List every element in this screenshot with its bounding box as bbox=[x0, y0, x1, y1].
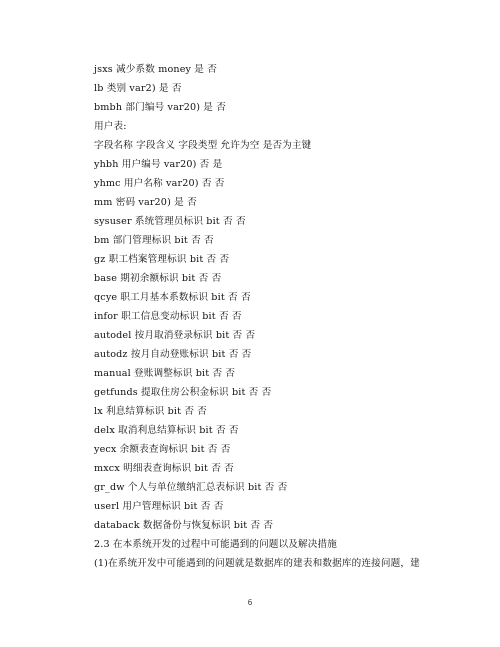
field-row-jsxs: jsxs 减少系数 money 是 否 bbox=[94, 64, 217, 75]
document-body bbox=[94, 60, 444, 573]
field-row-base: base 期初余额标识 bit 否 否 bbox=[94, 273, 222, 284]
field-row-gr-dw: gr_dw 个人与单位缴纳汇总表标识 bit 否 否 bbox=[94, 482, 288, 493]
field-row-userl: userl 用户管理标识 bit 否 否 bbox=[94, 501, 224, 512]
page-number: 6 bbox=[247, 598, 253, 607]
field-row-mxcx: mxcx 明细表查询标识 bit 否 否 bbox=[94, 463, 234, 474]
field-row-yhbh: yhbh 用户编号 var20) 否 是 bbox=[94, 159, 223, 170]
field-row-bm: bm 部门管理标识 bit 否 否 bbox=[94, 235, 214, 246]
field-row-mm: mm 密码 var20) 是 否 bbox=[94, 197, 197, 208]
field-row-yecx: yecx 余额表查询标识 bit 否 否 bbox=[94, 444, 231, 455]
field-table-header: 字段名称 字段含义 字段类型 允许为空 是否为主键 bbox=[94, 140, 312, 151]
field-row-autodel: autodel 按月取消登录标识 bit 否 否 bbox=[94, 330, 256, 341]
field-row-yhmc: yhmc 用户名称 var20) 否 否 bbox=[94, 178, 225, 189]
field-row-databack: databack 数据备份与恢复标识 bit 否 否 bbox=[94, 520, 274, 531]
table-heading-user: 用户表: bbox=[94, 121, 127, 132]
field-row-qcye: qcye 职工月基本系数标识 bit 否 否 bbox=[94, 292, 251, 303]
field-row-lb: lb 类别 var2) 是 否 bbox=[94, 83, 182, 94]
field-row-sysuser: sysuser 系统管理员标识 bit 否 否 bbox=[94, 216, 246, 227]
paragraph-line-1: (1)在系统开发中可能遇到的问题就是数据库的建表和数据库的连接问题，建 bbox=[94, 558, 420, 569]
field-row-delx: delx 取消利息结算标识 bit 否 否 bbox=[94, 425, 239, 436]
field-row-getfunds: getfunds 提取住房公积金标识 bit 否 否 bbox=[94, 387, 272, 398]
field-row-autodz: autodz 按月自动登账标识 bit 否 否 bbox=[94, 349, 252, 360]
field-row-lx: lx 利息结算标识 bit 否 否 bbox=[94, 406, 208, 417]
field-row-manual: manual 登账调整标识 bit 否 否 bbox=[94, 368, 236, 379]
field-row-gz: gz 职工档案管理标识 bit 否 否 bbox=[94, 254, 230, 265]
field-row-infor: infor 职工信息变动标识 bit 否 否 bbox=[94, 311, 242, 322]
section-heading-2-3: 2.3 在本系统开发的过程中可能遇到的问题以及解决措施 bbox=[94, 539, 338, 550]
field-row-bmbh: bmbh 部门编号 var20) 是 否 bbox=[94, 102, 226, 113]
